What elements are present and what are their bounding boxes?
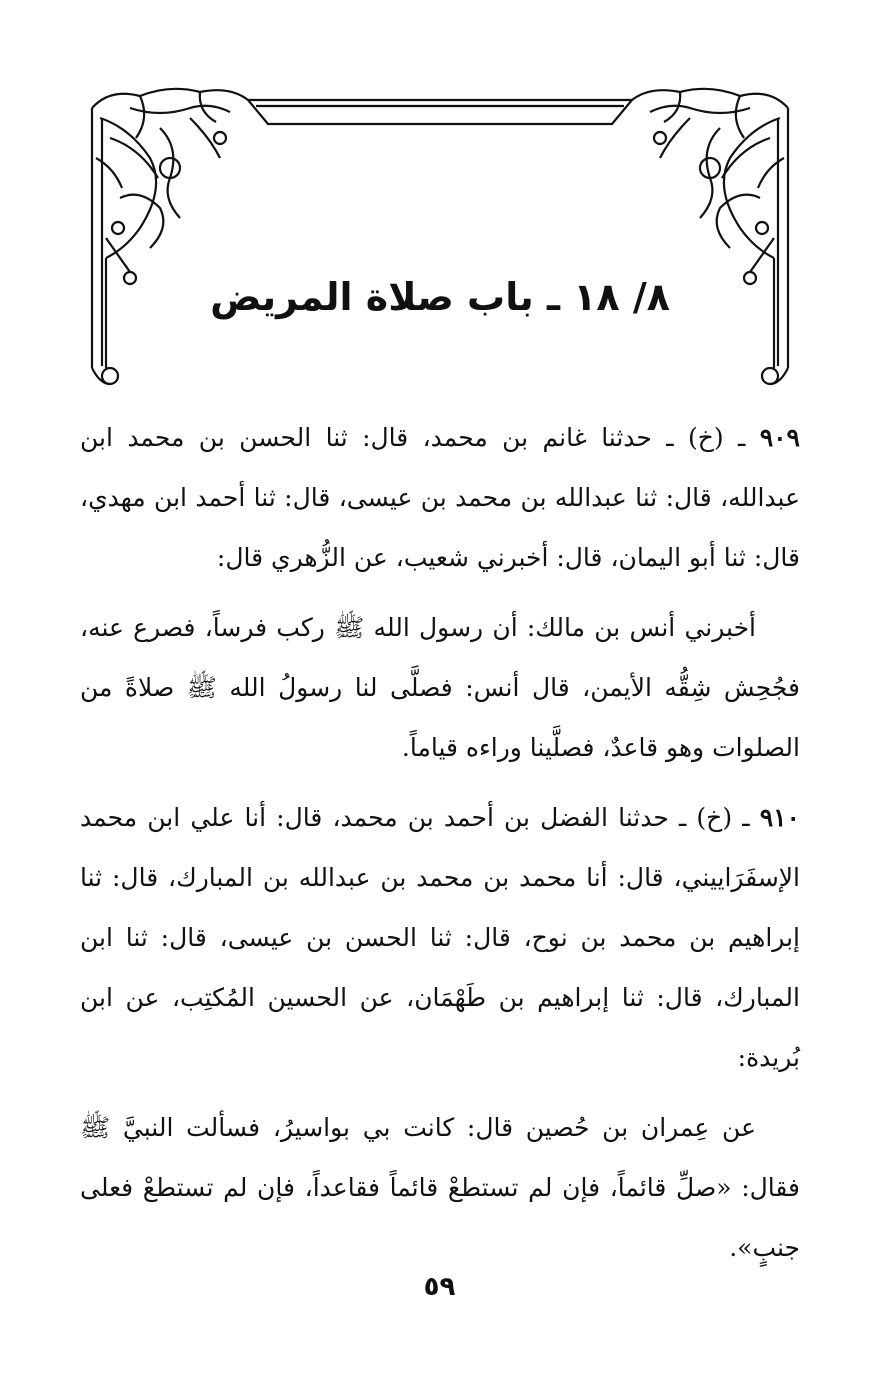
- hadith-isnad: ـ (خ) ـ حدثنا الفضل بن أحمد بن محمد، قال: أنا علي ابن محمد الإسفَرَاييني، قال: أنا محمد بن محمد بن عبدالله بن المبارك، قال: ثنا إبراهيم بن محمد بن نوح، قال: ثنا الحسن بن عيسى، قال: ثنا ابن المبارك، قال: ثنا إبراهيم بن طَهْمَان، عن الحسين المُكتِب، عن ابن بُريدة:: [80, 803, 800, 1072]
- hadith-910: [80, 788, 800, 1088]
- hadith-text: [80, 408, 800, 1288]
- hadith-909-matn: أخبرني أنس بن مالك: أن رسول الله ﷺ ركب فرساً، فصرع عنه، فجُحِش شِقُّه الأيمن، قال أنس: فصلَّى لنا رسولُ الله ﷺ صلاةً من الصلوات وهو قاعدٌ، فصلَّينا وراءه قياماً.: [80, 613, 800, 762]
- page-number: ٥٩: [423, 1272, 456, 1302]
- hadith-910-matn: عن عِمران بن حُصين قال: كانت بي بواسيرُ، فسألت النبيَّ ﷺ فقال: «صلِّ قائماً، فإن لم تستطعْ قائماً فقاعداً، فإن لم تستطعْ فعلى جنبٍ».: [80, 1113, 800, 1262]
- hadith-number: ٩١٠: [759, 803, 800, 832]
- ornamental-frame-icon: [70, 78, 810, 398]
- chapter-title: ٨/ ١٨ ـ باب صلاة المريض: [210, 275, 670, 319]
- hadith-isnad: ـ (خ) ـ حدثنا غانم بن محمد، قال: ثنا الحسن بن محمد ابن عبدالله، قال: ثنا عبدالله بن محمد بن عيسى، قال: ثنا أحمد ابن مهدي، قال: ثنا أبو اليمان، قال: أخبرني شعيب، عن الزُّهري قال:: [80, 423, 800, 572]
- hadith-909: [80, 408, 800, 588]
- hadith-number: ٩٠٩: [759, 423, 800, 452]
